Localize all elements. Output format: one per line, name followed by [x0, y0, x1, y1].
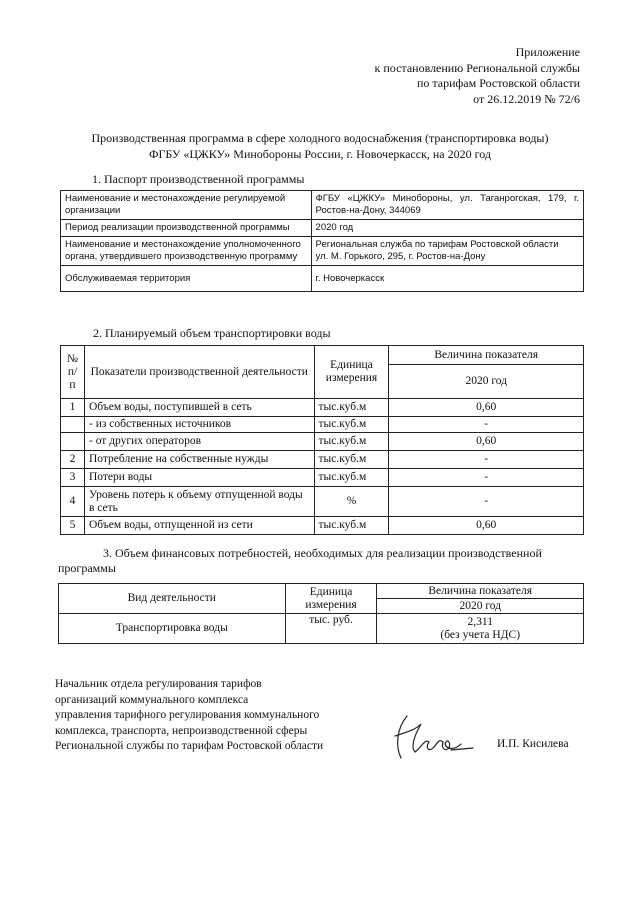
table-row [61, 237, 584, 266]
table-row [61, 517, 584, 535]
row-num: 4 [61, 487, 85, 517]
position-line-5: Региональной службы по тарифам Ростовской области [55, 740, 324, 752]
header-year: 2020 год [389, 365, 584, 399]
appendix-line-1: Приложение [515, 45, 580, 59]
row-value: - [389, 487, 584, 517]
passport-label: Период реализации производственной программы [61, 220, 312, 237]
row-num: 1 [61, 399, 85, 417]
row-name: - из собственных источников [84, 417, 314, 433]
table-row [59, 614, 584, 644]
row-value: 0,60 [389, 433, 584, 451]
table-row [61, 266, 584, 292]
passport-value: ФГБУ «ЦЖКУ» Минобороны, ул. Таганрогская, 179, г. Ростов-на-Дону, 344069 [311, 191, 583, 220]
row-unit: % [314, 487, 389, 517]
finance-amount: 2,311 [467, 615, 493, 628]
appendix-block [375, 45, 580, 107]
finance-value [377, 614, 584, 644]
position-line-3: управления тарифного регулирования коммунального [55, 709, 320, 721]
section1-heading: 1. Паспорт производственной программы [92, 172, 305, 186]
row-name: Объем воды, поступившей в сеть [84, 399, 314, 417]
header-indicator: Показатели производственной деятельности [84, 346, 314, 399]
finance-activity: Транспортировка воды [59, 614, 286, 644]
row-unit: тыс.куб.м [314, 433, 389, 451]
header-value: Величина показателя [377, 584, 584, 599]
header-unit: Единица измерения [285, 584, 377, 614]
signatory-name: И.П. Кисилева [497, 738, 569, 750]
row-num [61, 417, 85, 433]
row-unit: тыс.куб.м [314, 399, 389, 417]
passport-label: Наименование и местонахождение регулируемой организации [61, 191, 312, 220]
header-unit: Единица измерения [314, 346, 389, 399]
row-unit: тыс.куб.м [314, 417, 389, 433]
title-line-1: Производственная программа в сфере холодного водоснабжения (транспортировка воды) [91, 131, 549, 145]
authority-name: Региональная служба по тарифам Ростовской области [315, 239, 559, 250]
row-value: - [389, 417, 584, 433]
table-header-row [61, 346, 584, 365]
passport-value: г. Новочеркасск [311, 266, 583, 292]
position-line-2: организаций коммунального комплекса [55, 693, 249, 706]
section3-heading [58, 546, 584, 576]
row-unit: тыс.куб.м [314, 517, 389, 535]
header-value: Величина показателя [389, 346, 584, 365]
row-name: Потребление на собственные нужды [84, 451, 314, 469]
table-header-row [59, 584, 584, 599]
handwritten-signature [385, 708, 475, 763]
row-num: 3 [61, 469, 85, 487]
row-name: Объем воды, отпущенной из сети [84, 517, 314, 535]
row-name: Уровень потерь к объему отпущенной воды в сеть [84, 487, 314, 517]
appendix-line-4: от 26.12.2019 № 72/6 [473, 91, 580, 106]
header-num: № п/п [61, 346, 85, 399]
finance-table [58, 583, 584, 644]
passport-label: Обслуживаемая территория [61, 266, 312, 292]
volume-table [60, 345, 584, 535]
table-row [61, 433, 584, 451]
table-row [61, 451, 584, 469]
document-title [40, 130, 600, 162]
section3-heading-line2: программы [58, 561, 116, 575]
row-value: 0,60 [389, 517, 584, 535]
section2-heading: 2. Планируемый объем транспортировки воды [93, 326, 331, 340]
position-line-4: комплекса, транспорта, непроизводственной сферы [55, 724, 308, 737]
section3-heading-line1: 3. Объем финансовых потребностей, необходимых для реализации производственной [103, 546, 542, 560]
table-row [61, 417, 584, 433]
row-value: - [389, 451, 584, 469]
row-unit: тыс.куб.м [314, 469, 389, 487]
row-num [61, 433, 85, 451]
passport-value: 2020 год [311, 220, 583, 237]
row-value: - [389, 469, 584, 487]
table-row [61, 399, 584, 417]
passport-value [311, 237, 583, 266]
row-unit: тыс.куб.м [314, 451, 389, 469]
finance-note: (без учета НДС) [440, 628, 521, 641]
row-num: 5 [61, 517, 85, 535]
table-row [61, 487, 584, 517]
table-row [61, 191, 584, 220]
header-year: 2020 год [377, 599, 584, 614]
row-value: 0,60 [389, 399, 584, 417]
appendix-line-3: по тарифам Ростовской области [416, 76, 580, 90]
appendix-line-2: к постановлению Региональной службы [374, 60, 580, 75]
row-name: - от других операторов [84, 433, 314, 451]
row-name: Потери воды [84, 469, 314, 487]
table-row [61, 220, 584, 237]
finance-unit: тыс. руб. [285, 614, 377, 644]
title-line-2: ФГБУ «ЦЖКУ» Минобороны России, г. Новочеркасск, на 2020 год [148, 147, 492, 161]
passport-label: Наименование и местонахождение уполномоченного органа, утвердившего производственную программу [61, 237, 312, 266]
position-line-1: Начальник отдела регулирования тарифов [55, 678, 262, 690]
header-activity: Вид деятельности [59, 584, 286, 614]
row-num: 2 [61, 451, 85, 469]
authority-address: ул. М. Горького, 295, г. Ростов-на-Дону [315, 251, 486, 262]
signatory-position [55, 677, 323, 755]
table-row [61, 469, 584, 487]
passport-table [60, 190, 584, 292]
